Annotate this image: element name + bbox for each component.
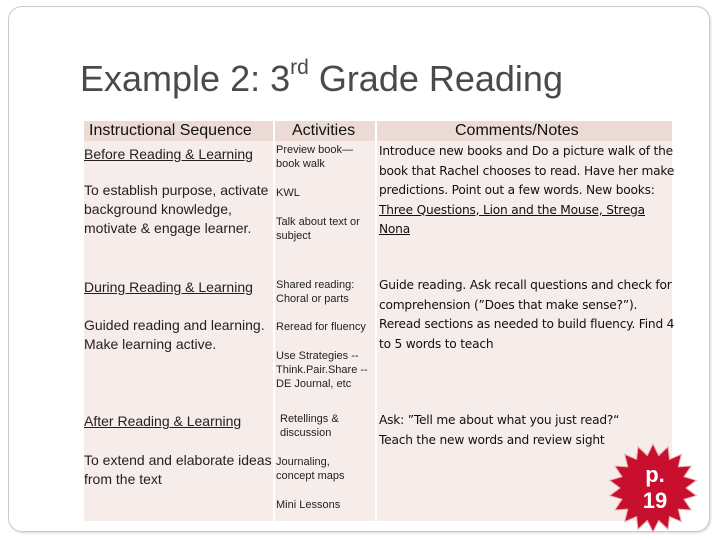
badge-text-19: 19	[642, 488, 668, 513]
activity-talk-about-text: Talk about text or subject	[276, 216, 360, 242]
activity-retellings: Retellings & discussion	[280, 413, 339, 439]
activity-use-strategies: Use Strategies --Think.Pair.Share --DE Journal, etc	[276, 350, 368, 390]
phase-after: After Reading & Learning	[84, 413, 242, 429]
activity-journaling: Journaling, concept maps	[276, 456, 345, 482]
header-comments: Comments/Notes	[455, 122, 579, 139]
new-book-titles: Three Questions, Lion and the Mouse, Strega Nona	[379, 202, 645, 236]
activity-preview-book: Preview book— book walk	[276, 144, 354, 170]
header-sequence: Instructional Sequence	[89, 122, 252, 139]
slide-title: Example 2: 3rd Grade Reading	[80, 56, 563, 99]
badge-text-p: p.	[645, 462, 665, 487]
purpose-after: To extend and elaborate ideas from the text	[84, 452, 272, 487]
purpose-during: Guided reading and learning. Make learning active.	[84, 317, 265, 352]
activity-reread-fluency: Reread for fluency	[276, 321, 366, 333]
activity-mini-lessons: Mini Lessons	[276, 499, 341, 511]
activity-kwl: KWL	[276, 187, 300, 199]
phase-during: During Reading & Learning	[84, 279, 253, 295]
comment-during: Guide reading. Ask recall questions and check for comprehension (”Does that make sense?”). Reread sections as needed to build fluency. Find 4 to 5 words to teach	[379, 278, 675, 351]
comment-after: Ask: ”Tell me about what you just read?“ Teach the new words and review sight	[379, 413, 620, 447]
purpose-before: To establish purpose, activate background knowledge, motivate & engage learner.	[84, 182, 269, 236]
comment-before: Introduce new books and Do a picture walk of the book that Rachel chooses to read. Have her make predictions. Point out a few words. New books: Three Questions, Lion and the Mouse, Strega Nona	[379, 144, 675, 236]
activity-shared-reading: Shared reading: Choral or parts	[276, 279, 355, 305]
header-activities: Activities	[292, 122, 356, 139]
phase-before: Before Reading & Learning	[84, 146, 253, 162]
page-badge	[597, 424, 709, 536]
